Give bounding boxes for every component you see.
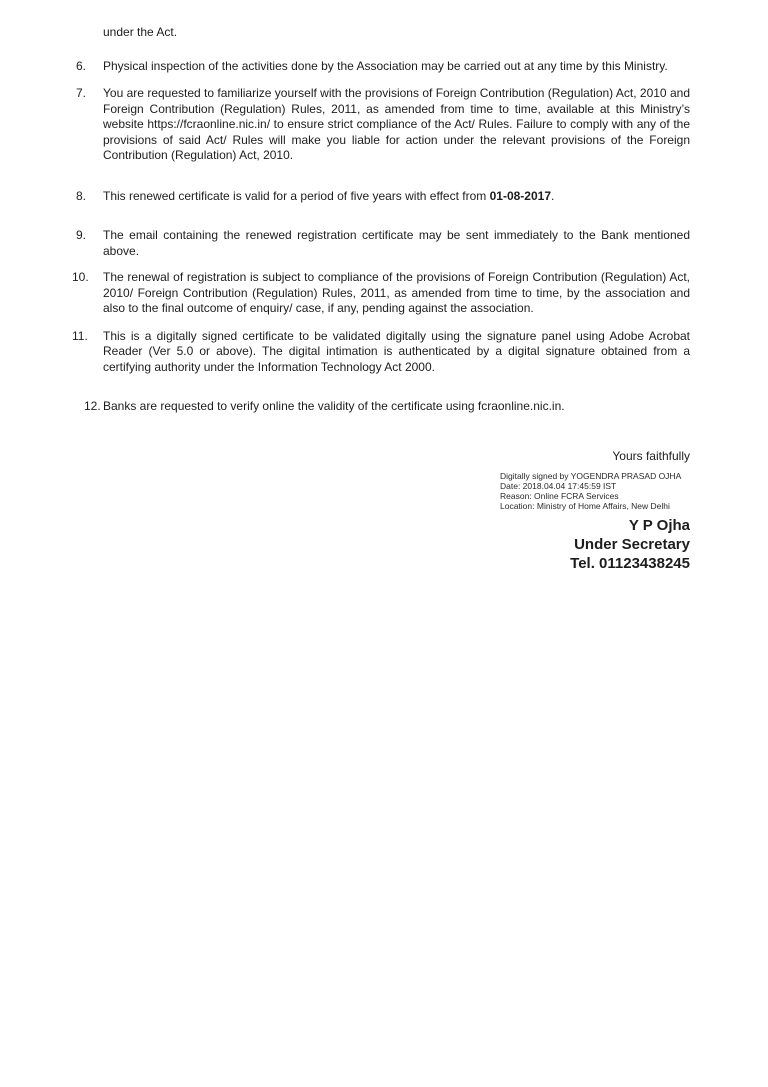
item-number: 9. xyxy=(76,228,87,242)
item-text: The renewal of registration is subject to compliance of the provisions of Foreign Contribution (Regulation) Act, 2010/ Foreign Contribution (Regulation) Rules, 2011, as amended from time to time, by the association and also to the final outcome of enquiry/ case, if any, pending against the association. xyxy=(103,270,690,315)
list-item-7 xyxy=(76,86,690,164)
list-item-8 xyxy=(76,188,690,205)
item-text: You are requested to familiarize yourself with the provisions of Foreign Contribution (Regulation) Act, 2010 and Foreign Contribution (Regulation) Rules, 2011, as amended from time to time, available at this Ministry’s website https://fcraonline.nic.in/ to ensure strict compliance of the Act/ Rules. Failure to comply with any of the provisions of said Act/ Rules will make you liable for action under the relevant provisions of the Foreign Contribution (Regulation) Act, 2010. xyxy=(103,86,690,162)
item-number: 7. xyxy=(76,86,87,100)
signatory-designation: Under Secretary xyxy=(574,536,690,553)
signatory-block xyxy=(103,516,690,573)
effective-date: 01-08-2017 xyxy=(489,188,551,203)
item-number: 8. xyxy=(76,188,87,203)
signature-reason-line: Reason: Online FCRA Services xyxy=(500,491,619,501)
item-text: Banks are requested to verify online the validity of the certificate using fcraonline.nic.in. xyxy=(103,399,565,413)
valediction: Yours faithfully xyxy=(612,448,690,463)
list-item-6 xyxy=(76,58,690,75)
list-item-9 xyxy=(76,228,690,259)
item-text xyxy=(103,189,554,203)
item-number: 12. xyxy=(84,399,101,413)
item-text: The email containing the renewed registration certificate may be sent immediately to the Bank mentioned above. xyxy=(103,228,690,258)
item-number: 10. xyxy=(72,270,89,284)
item-text-prefix: This renewed certificate is valid for a period of five years with effect from xyxy=(103,188,490,203)
signature-date-line: Date: 2018.04.04 17:45:59 IST xyxy=(500,481,617,491)
item-number: 11. xyxy=(72,328,88,343)
digital-signature-stamp xyxy=(500,471,690,511)
item-text: This is a digitally signed certificate to be validated digitally using the signature panel using Adobe Acrobat Reader (Ver 5.0 or above). The digital intimation is authenticated by a digital signature obtained from a certifying authority under the Information Technology Act 2000. xyxy=(103,328,690,374)
item-text: Physical inspection of the activities done by the Association may be carried out at any time by this Ministry. xyxy=(103,58,668,73)
list-item-11 xyxy=(72,328,690,376)
signatory-phone: Tel. 01123438245 xyxy=(570,555,690,572)
list-item-12 xyxy=(84,399,690,415)
list-item-10 xyxy=(72,270,690,317)
continuation-line: under the Act. xyxy=(103,25,178,39)
signature-signer-line: Digitally signed by YOGENDRA PRASAD OJHA xyxy=(500,471,682,481)
item-number: 6. xyxy=(76,58,87,73)
item-text-suffix: . xyxy=(551,188,555,203)
signature-location-line: Location: Ministry of Home Affairs, New Delhi xyxy=(500,501,670,511)
signatory-name: Y P Ojha xyxy=(628,517,690,534)
